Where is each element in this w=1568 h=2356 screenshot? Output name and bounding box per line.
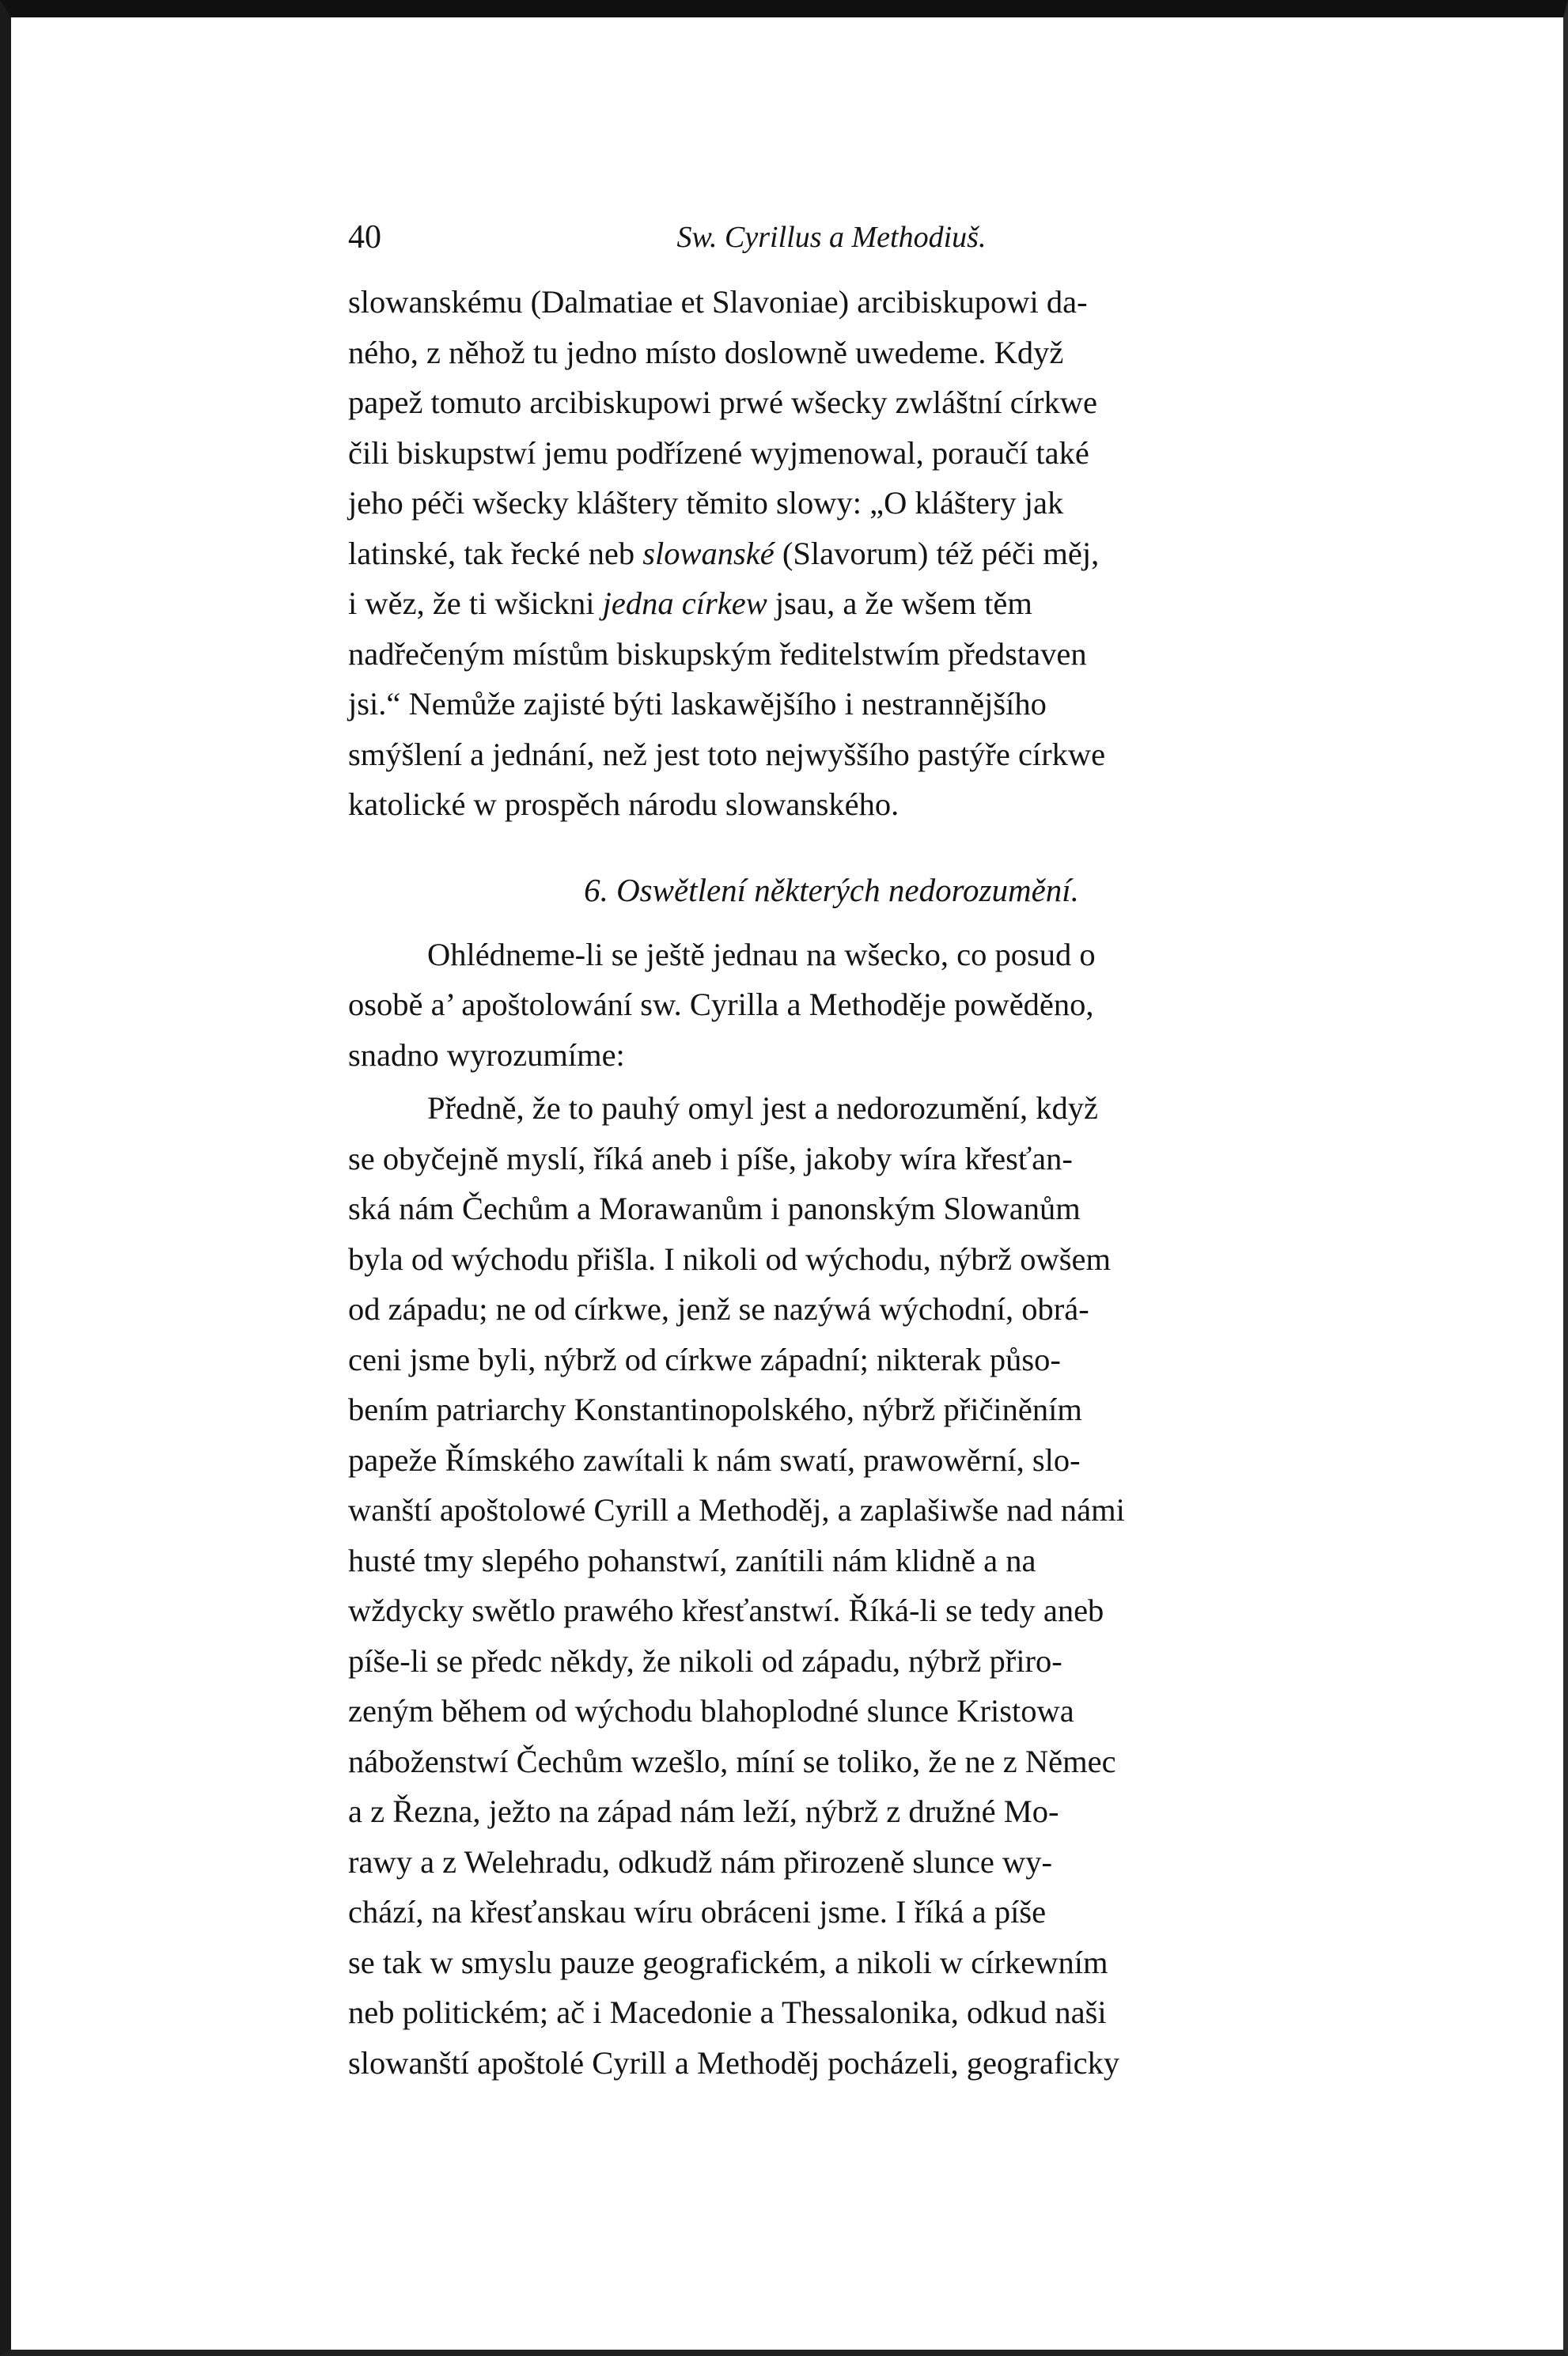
text-line: ceni jsme byli, nýbrž od církwe západní; nikterak půso- [348, 1341, 1061, 1377]
text-line: zeným během od wýchodu blahoplodné slunce Kristowa [348, 1693, 1074, 1729]
text-line: od západu; ne od církwe, jenž se nazýwá wýchodní, obrá- [348, 1291, 1089, 1327]
text-line: nadřečeným místům biskupským ředitelstwím představen [348, 635, 1087, 672]
text-run: (Slavorum) též péči měj, [774, 535, 1100, 571]
text-line: slowanskému (Dalmatiae et Slavoniae) arcibiskupowi da- [348, 284, 1088, 320]
running-title: Sw. Cyrillus a Methodiuš. [676, 221, 987, 254]
text-line: neb politickém; ač i Macedonie a Thessalonika, odkud naši [348, 1994, 1107, 2030]
text-line: wždycky swětlo prawého křesťanstwí. Říká-li se tedy aneb [348, 1593, 1104, 1628]
text-line: Ohlédneme-li se ještě jednau na wšecko, co posud o [427, 936, 1096, 972]
text-line [348, 528, 1315, 579]
text-line: náboženstwí Čechům wzešlo, míní se toliko, že ne z Němec [348, 1743, 1116, 1779]
text-line: píše-li se předc někdy, že nikoli od západu, nýbrž přiro- [348, 1642, 1062, 1679]
paragraph-3 [348, 1083, 1315, 2088]
text-line: slowanští apoštolé Cyrill a Methoděj pocházeli, geograficky [348, 2044, 1120, 2081]
text-run: latinské, tak řecké neb [348, 535, 643, 571]
text-line: osobě a’ apoštolowání sw. Cyrilla a Methoděje powěděno, [348, 987, 1094, 1022]
text-line: husté tmy slepého pohanstwí, zanítili nám klidně a na [348, 1542, 1036, 1578]
text-line: smýšlení a jednání, než jest toto nejwyššího pastýře církwe [348, 736, 1106, 772]
page-text [348, 214, 1315, 2088]
text-line: katolické w prospěch národu slowanského. [348, 786, 900, 822]
text-line: ská nám Čechům a Morawanům i panonským Slowanům [348, 1191, 1081, 1226]
text-line: čili biskupstwí jemu podřízené wyjmenowal, poraučí také [348, 434, 1089, 471]
text-line: jsi.“ Nemůže zajisté býti laskawějšího i nestrannějšího [348, 686, 1047, 722]
text-line: wanští apoštolowé Cyrill a Methoděj, a zaplašiwše nad námi [348, 1492, 1125, 1528]
text-line: byla od wýchodu přišla. I nikoli od wýchodu, nýbrž owšem [348, 1240, 1111, 1277]
text-run: jsau, a že wšem těm [767, 585, 1032, 621]
emphasis-slowanske: slowanské [642, 535, 775, 571]
text-line: ného, z něhož tu jedno místo doslowně uwedeme. Když [348, 334, 1064, 370]
text-line: bením patriarchy Konstantinopolského, nýbrž přičiněním [348, 1392, 1082, 1427]
emphasis-jedna-cirkew: jedna církew [602, 585, 767, 621]
paragraph-2 [348, 930, 1315, 1081]
page-number: 40 [348, 219, 381, 256]
text-line: papeže Římského zawítali k nám swatí, prawowěrní, slo- [348, 1441, 1081, 1478]
text-line: a z Řezna, ježto na západ nám leží, nýbrž z družné Mo- [348, 1794, 1059, 1829]
section-heading: 6. Oswětlení některých nedorozumění. [584, 871, 1079, 908]
text-line: papež tomuto arcibiskupowi prwé wšecky zwláštní církwe [348, 384, 1097, 420]
text-line: chází, na křesťanskau wíru obráceni jsme. I říká a píše [348, 1894, 1047, 1930]
paragraph-1 [348, 277, 1315, 830]
text-line: jeho péči wšecky kláštery těmito slowy: „O kláštery jak [348, 485, 1064, 521]
text-line: snadno wyrozumíme: [348, 1036, 625, 1073]
running-head [348, 214, 1315, 277]
text-line [348, 578, 1315, 629]
text-line: Předně, že to pauhý omyl jest a nedorozumění, když [427, 1090, 1099, 1126]
text-line: se tak w smyslu pauze geografickém, a nikoli w církewním [348, 1944, 1108, 1980]
text-run: i wěz, že ti wšickni [348, 585, 603, 621]
text-line: se obyčejně myslí, říká aneb i píše, jakoby wíra křesťan- [348, 1140, 1073, 1176]
text-line: rawy a z Welehradu, odkudž nám přirozeně slunce wy- [348, 1843, 1053, 1880]
